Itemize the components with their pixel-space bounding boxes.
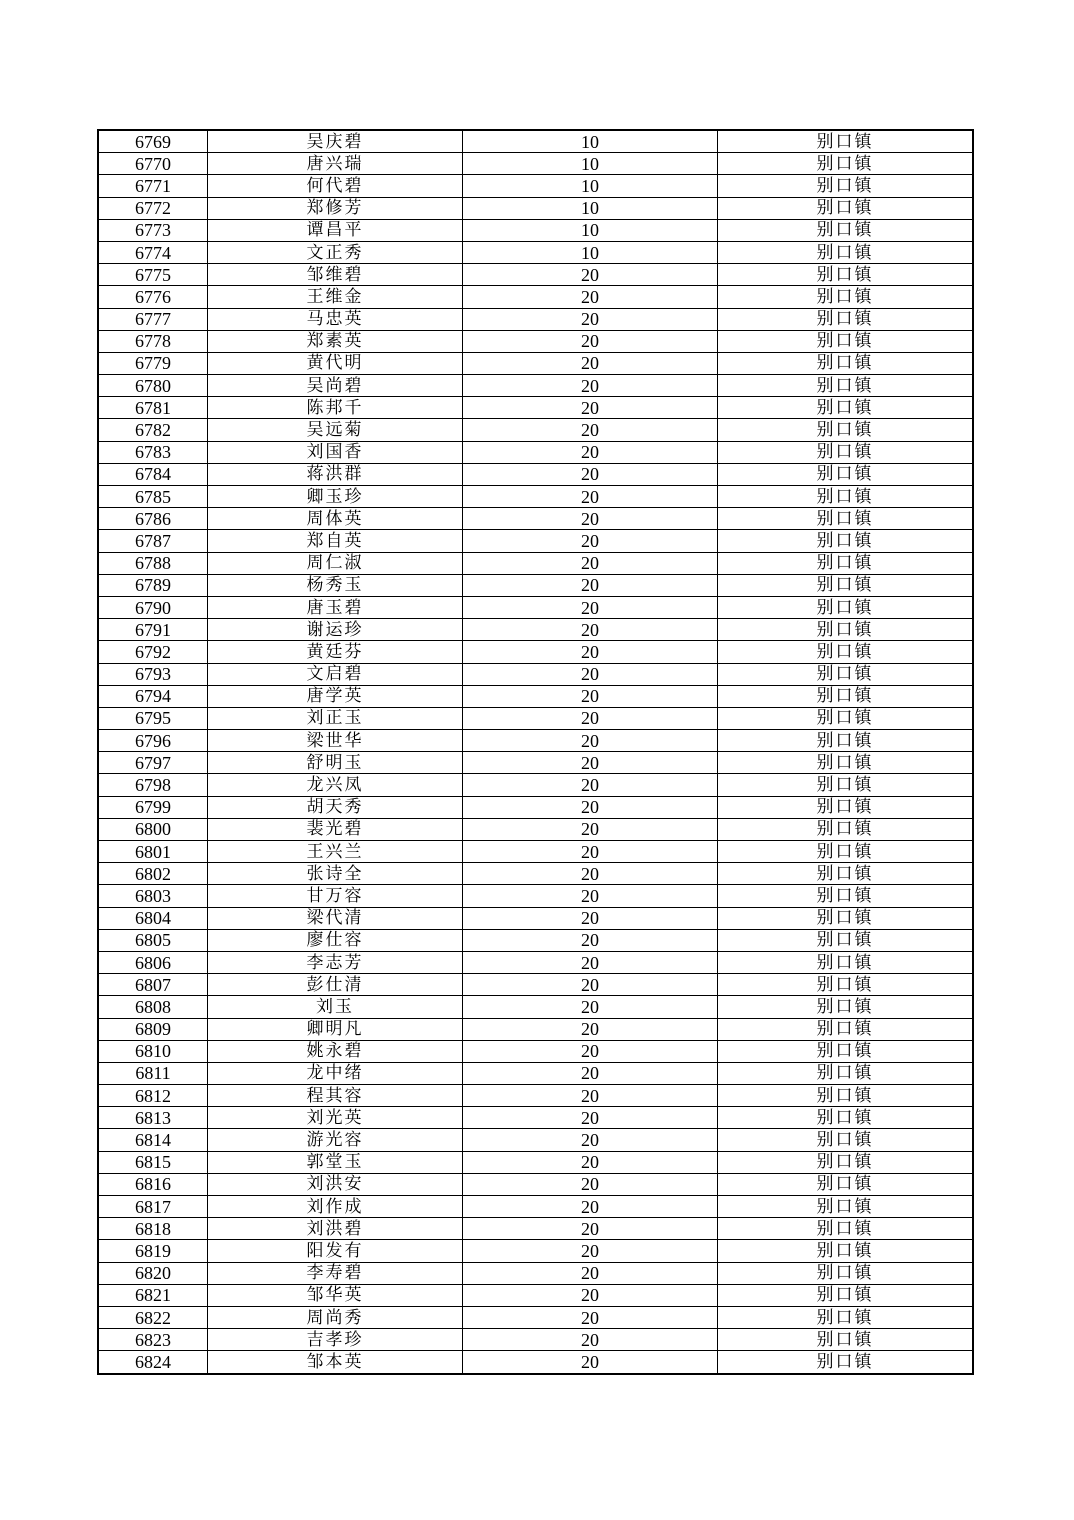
table-row: [98, 419, 973, 441]
cell-name: 周仁淑: [208, 552, 463, 574]
cell-name: 李志芳: [208, 951, 463, 973]
cell-name: 王维金: [208, 286, 463, 308]
cell-id: 6792: [98, 641, 208, 663]
table-row: [98, 1040, 973, 1062]
cell-town: 别口镇: [718, 375, 974, 397]
cell-amount: 20: [463, 663, 718, 685]
cell-id: 6789: [98, 574, 208, 596]
cell-amount: 20: [463, 1085, 718, 1107]
cell-id: 6776: [98, 286, 208, 308]
cell-name: 文启碧: [208, 663, 463, 685]
cell-id: 6783: [98, 441, 208, 463]
cell-town: 别口镇: [718, 863, 974, 885]
cell-name: 程其容: [208, 1085, 463, 1107]
cell-id: 6785: [98, 486, 208, 508]
table-row: [98, 508, 973, 530]
cell-amount: 20: [463, 463, 718, 485]
cell-name: 唐玉碧: [208, 596, 463, 618]
table-row: [98, 1262, 973, 1284]
cell-town: 别口镇: [718, 1240, 974, 1262]
cell-name: 刘洪碧: [208, 1218, 463, 1240]
cell-name: 梁世华: [208, 730, 463, 752]
cell-name: 廖仕容: [208, 929, 463, 951]
cell-town: 别口镇: [718, 1218, 974, 1240]
cell-name: 唐学英: [208, 685, 463, 707]
cell-town: 别口镇: [718, 619, 974, 641]
cell-id: 6818: [98, 1218, 208, 1240]
cell-town: 别口镇: [718, 197, 974, 219]
cell-amount: 20: [463, 508, 718, 530]
table-body: [98, 130, 973, 1374]
table-row: [98, 463, 973, 485]
table-row: [98, 1351, 973, 1374]
cell-id: 6790: [98, 596, 208, 618]
cell-id: 6796: [98, 730, 208, 752]
cell-name: 彭仕清: [208, 974, 463, 996]
cell-name: 卿明凡: [208, 1018, 463, 1040]
table-row: [98, 685, 973, 707]
cell-town: 别口镇: [718, 1173, 974, 1195]
cell-name: 黄代明: [208, 352, 463, 374]
table-row: [98, 308, 973, 330]
cell-id: 6809: [98, 1018, 208, 1040]
cell-id: 6774: [98, 241, 208, 263]
table-row: [98, 951, 973, 973]
table-row: [98, 1129, 973, 1151]
table-row: [98, 1329, 973, 1351]
cell-name: 吴庆碧: [208, 130, 463, 153]
cell-name: 阳发有: [208, 1240, 463, 1262]
cell-id: 6804: [98, 907, 208, 929]
cell-id: 6815: [98, 1151, 208, 1173]
cell-town: 别口镇: [718, 1040, 974, 1062]
cell-amount: 20: [463, 1173, 718, 1195]
table-row: [98, 752, 973, 774]
table-row: [98, 1085, 973, 1107]
cell-id: 6779: [98, 352, 208, 374]
cell-town: 别口镇: [718, 463, 974, 485]
cell-id: 6781: [98, 397, 208, 419]
cell-name: 吴尚碧: [208, 375, 463, 397]
cell-id: 6782: [98, 419, 208, 441]
cell-amount: 20: [463, 730, 718, 752]
cell-id: 6808: [98, 996, 208, 1018]
cell-town: 别口镇: [718, 774, 974, 796]
cell-town: 别口镇: [718, 574, 974, 596]
cell-id: 6811: [98, 1062, 208, 1084]
table-row: [98, 774, 973, 796]
cell-amount: 20: [463, 974, 718, 996]
cell-id: 6820: [98, 1262, 208, 1284]
cell-id: 6802: [98, 863, 208, 885]
cell-id: 6771: [98, 175, 208, 197]
cell-name: 刘洪安: [208, 1173, 463, 1195]
cell-amount: 10: [463, 219, 718, 241]
cell-amount: 20: [463, 1040, 718, 1062]
cell-id: 6791: [98, 619, 208, 641]
cell-town: 别口镇: [718, 1085, 974, 1107]
cell-town: 别口镇: [718, 1284, 974, 1306]
cell-amount: 20: [463, 619, 718, 641]
cell-id: 6814: [98, 1129, 208, 1151]
cell-name: 文正秀: [208, 241, 463, 263]
table-row: [98, 619, 973, 641]
cell-town: 别口镇: [718, 552, 974, 574]
cell-amount: 20: [463, 596, 718, 618]
cell-name: 胡天秀: [208, 796, 463, 818]
cell-town: 别口镇: [718, 419, 974, 441]
cell-amount: 20: [463, 1351, 718, 1374]
cell-id: 6799: [98, 796, 208, 818]
cell-town: 别口镇: [718, 286, 974, 308]
cell-amount: 20: [463, 1018, 718, 1040]
cell-town: 别口镇: [718, 397, 974, 419]
cell-town: 别口镇: [718, 951, 974, 973]
cell-town: 别口镇: [718, 818, 974, 840]
table-row: [98, 441, 973, 463]
cell-town: 别口镇: [718, 663, 974, 685]
table-row: [98, 352, 973, 374]
cell-amount: 20: [463, 574, 718, 596]
cell-town: 别口镇: [718, 241, 974, 263]
cell-name: 刘光英: [208, 1107, 463, 1129]
cell-id: 6823: [98, 1329, 208, 1351]
cell-town: 别口镇: [718, 1351, 974, 1374]
table-row: [98, 707, 973, 729]
cell-id: 6807: [98, 974, 208, 996]
cell-town: 别口镇: [718, 596, 974, 618]
table-row: [98, 241, 973, 263]
cell-amount: 20: [463, 641, 718, 663]
cell-amount: 20: [463, 1218, 718, 1240]
cell-amount: 20: [463, 707, 718, 729]
table-row: [98, 330, 973, 352]
table-row: [98, 1151, 973, 1173]
cell-town: 别口镇: [718, 264, 974, 286]
cell-name: 陈邦千: [208, 397, 463, 419]
cell-name: 王兴兰: [208, 841, 463, 863]
cell-name: 何代碧: [208, 175, 463, 197]
table-row: [98, 1218, 973, 1240]
cell-name: 郑素英: [208, 330, 463, 352]
table-row: [98, 574, 973, 596]
cell-id: 6801: [98, 841, 208, 863]
table-row: [98, 863, 973, 885]
cell-town: 别口镇: [718, 641, 974, 663]
cell-amount: 20: [463, 863, 718, 885]
cell-amount: 20: [463, 375, 718, 397]
cell-id: 6788: [98, 552, 208, 574]
cell-town: 别口镇: [718, 308, 974, 330]
cell-amount: 20: [463, 1151, 718, 1173]
cell-name: 郭堂玉: [208, 1151, 463, 1173]
table-row: [98, 1018, 973, 1040]
cell-name: 邹本英: [208, 1351, 463, 1374]
cell-id: 6770: [98, 153, 208, 175]
cell-amount: 20: [463, 441, 718, 463]
cell-name: 黄廷芬: [208, 641, 463, 663]
cell-amount: 20: [463, 1262, 718, 1284]
table-row: [98, 641, 973, 663]
cell-town: 别口镇: [718, 1262, 974, 1284]
cell-name: 吴远菊: [208, 419, 463, 441]
cell-amount: 10: [463, 153, 718, 175]
cell-amount: 20: [463, 552, 718, 574]
cell-town: 别口镇: [718, 841, 974, 863]
cell-name: 龙兴凤: [208, 774, 463, 796]
cell-name: 刘玉: [208, 996, 463, 1018]
cell-name: 郑修芳: [208, 197, 463, 219]
table-row: [98, 818, 973, 840]
cell-amount: 20: [463, 1306, 718, 1328]
cell-amount: 20: [463, 264, 718, 286]
cell-amount: 20: [463, 308, 718, 330]
cell-town: 别口镇: [718, 885, 974, 907]
cell-town: 别口镇: [718, 219, 974, 241]
cell-amount: 20: [463, 885, 718, 907]
cell-id: 6794: [98, 685, 208, 707]
cell-id: 6821: [98, 1284, 208, 1306]
cell-amount: 10: [463, 197, 718, 219]
cell-town: 别口镇: [718, 1107, 974, 1129]
cell-town: 别口镇: [718, 974, 974, 996]
table-row: [98, 197, 973, 219]
cell-amount: 20: [463, 1107, 718, 1129]
cell-id: 6772: [98, 197, 208, 219]
cell-town: 别口镇: [718, 1062, 974, 1084]
cell-id: 6773: [98, 219, 208, 241]
cell-town: 别口镇: [718, 153, 974, 175]
cell-name: 邹华英: [208, 1284, 463, 1306]
table-row: [98, 885, 973, 907]
cell-id: 6817: [98, 1196, 208, 1218]
table-row: [98, 530, 973, 552]
cell-id: 6803: [98, 885, 208, 907]
cell-id: 6813: [98, 1107, 208, 1129]
table-row: [98, 907, 973, 929]
cell-name: 唐兴瑞: [208, 153, 463, 175]
cell-town: 别口镇: [718, 996, 974, 1018]
cell-amount: 20: [463, 1284, 718, 1306]
cell-town: 别口镇: [718, 929, 974, 951]
table-row: [98, 397, 973, 419]
cell-town: 别口镇: [718, 441, 974, 463]
cell-town: 别口镇: [718, 796, 974, 818]
table-row: [98, 1196, 973, 1218]
cell-town: 别口镇: [718, 175, 974, 197]
cell-name: 甘万容: [208, 885, 463, 907]
cell-town: 别口镇: [718, 730, 974, 752]
cell-town: 别口镇: [718, 1151, 974, 1173]
cell-name: 龙中绪: [208, 1062, 463, 1084]
table-row: [98, 841, 973, 863]
table-row: [98, 974, 973, 996]
cell-name: 刘作成: [208, 1196, 463, 1218]
cell-id: 6816: [98, 1173, 208, 1195]
cell-amount: 20: [463, 841, 718, 863]
cell-amount: 20: [463, 330, 718, 352]
cell-id: 6795: [98, 707, 208, 729]
cell-amount: 20: [463, 774, 718, 796]
cell-id: 6806: [98, 951, 208, 973]
cell-name: 蒋洪群: [208, 463, 463, 485]
cell-id: 6819: [98, 1240, 208, 1262]
cell-amount: 10: [463, 130, 718, 153]
table-row: [98, 1306, 973, 1328]
cell-amount: 20: [463, 685, 718, 707]
cell-id: 6797: [98, 752, 208, 774]
cell-id: 6787: [98, 530, 208, 552]
cell-name: 刘正玉: [208, 707, 463, 729]
table-row: [98, 219, 973, 241]
cell-id: 6805: [98, 929, 208, 951]
cell-amount: 20: [463, 951, 718, 973]
cell-name: 杨秀玉: [208, 574, 463, 596]
table-row: [98, 730, 973, 752]
table-row: [98, 130, 973, 153]
cell-town: 别口镇: [718, 752, 974, 774]
cell-id: 6793: [98, 663, 208, 685]
cell-id: 6780: [98, 375, 208, 397]
cell-name: 卿玉珍: [208, 486, 463, 508]
table-row: [98, 375, 973, 397]
cell-town: 别口镇: [718, 707, 974, 729]
cell-id: 6810: [98, 1040, 208, 1062]
table-row: [98, 596, 973, 618]
cell-amount: 20: [463, 530, 718, 552]
cell-name: 裴光碧: [208, 818, 463, 840]
cell-name: 周体英: [208, 508, 463, 530]
table-row: [98, 175, 973, 197]
table-row: [98, 1062, 973, 1084]
cell-amount: 20: [463, 1062, 718, 1084]
cell-amount: 20: [463, 818, 718, 840]
cell-id: 6800: [98, 818, 208, 840]
cell-town: 别口镇: [718, 352, 974, 374]
table-row: [98, 1107, 973, 1129]
cell-amount: 20: [463, 397, 718, 419]
table-row: [98, 1173, 973, 1195]
cell-name: 梁代清: [208, 907, 463, 929]
cell-town: 别口镇: [718, 1306, 974, 1328]
cell-town: 别口镇: [718, 1329, 974, 1351]
cell-id: 6812: [98, 1085, 208, 1107]
table-row: [98, 486, 973, 508]
cell-amount: 20: [463, 1196, 718, 1218]
cell-town: 别口镇: [718, 508, 974, 530]
cell-name: 刘国香: [208, 441, 463, 463]
cell-town: 别口镇: [718, 685, 974, 707]
table-row: [98, 929, 973, 951]
table-row: [98, 663, 973, 685]
table-row: [98, 286, 973, 308]
cell-amount: 20: [463, 286, 718, 308]
table-row: [98, 552, 973, 574]
cell-town: 别口镇: [718, 130, 974, 153]
table-row: [98, 1240, 973, 1262]
cell-name: 吉孝珍: [208, 1329, 463, 1351]
cell-amount: 20: [463, 352, 718, 374]
cell-amount: 20: [463, 796, 718, 818]
table-row: [98, 796, 973, 818]
cell-name: 郑自英: [208, 530, 463, 552]
cell-name: 舒明玉: [208, 752, 463, 774]
cell-amount: 20: [463, 929, 718, 951]
cell-name: 李寿碧: [208, 1262, 463, 1284]
cell-name: 姚永碧: [208, 1040, 463, 1062]
cell-id: 6784: [98, 463, 208, 485]
cell-id: 6775: [98, 264, 208, 286]
cell-name: 张诗全: [208, 863, 463, 885]
cell-id: 6777: [98, 308, 208, 330]
cell-amount: 10: [463, 241, 718, 263]
cell-town: 别口镇: [718, 1129, 974, 1151]
cell-amount: 20: [463, 1329, 718, 1351]
data-table: [97, 129, 974, 1375]
table-row: [98, 1284, 973, 1306]
cell-town: 别口镇: [718, 486, 974, 508]
cell-id: 6778: [98, 330, 208, 352]
cell-amount: 20: [463, 907, 718, 929]
cell-amount: 20: [463, 996, 718, 1018]
cell-name: 谭昌平: [208, 219, 463, 241]
cell-id: 6798: [98, 774, 208, 796]
table-row: [98, 153, 973, 175]
table-row: [98, 996, 973, 1018]
cell-amount: 20: [463, 1129, 718, 1151]
cell-id: 6769: [98, 130, 208, 153]
cell-town: 别口镇: [718, 330, 974, 352]
cell-amount: 20: [463, 486, 718, 508]
cell-amount: 20: [463, 752, 718, 774]
cell-town: 别口镇: [718, 907, 974, 929]
cell-town: 别口镇: [718, 530, 974, 552]
cell-amount: 20: [463, 1240, 718, 1262]
cell-name: 邹维碧: [208, 264, 463, 286]
cell-name: 游光容: [208, 1129, 463, 1151]
cell-name: 谢运珍: [208, 619, 463, 641]
cell-name: 马忠英: [208, 308, 463, 330]
cell-name: 周尚秀: [208, 1306, 463, 1328]
cell-id: 6824: [98, 1351, 208, 1374]
cell-amount: 20: [463, 419, 718, 441]
cell-id: 6786: [98, 508, 208, 530]
table-row: [98, 264, 973, 286]
cell-id: 6822: [98, 1306, 208, 1328]
cell-town: 别口镇: [718, 1018, 974, 1040]
cell-amount: 10: [463, 175, 718, 197]
cell-town: 别口镇: [718, 1196, 974, 1218]
